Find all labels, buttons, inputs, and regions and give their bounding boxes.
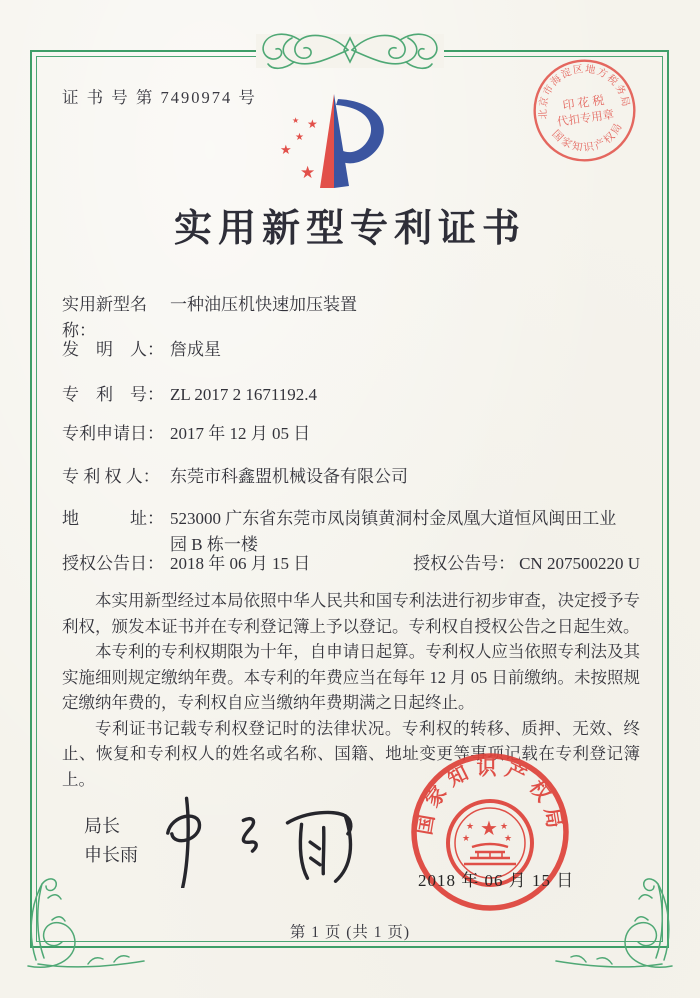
svg-text:★: ★ [504, 833, 513, 843]
field-grant-dates [62, 551, 640, 577]
svg-text:★: ★ [500, 821, 509, 831]
svg-text:北京市海淀区地方税务局 [531, 56, 632, 120]
field-value: 523000 广东省东莞市凤岗镇黄洞村金凤凰大道恒风闽田工业园 B 栋一楼 [170, 509, 617, 554]
field-label: 专 利 号： [62, 385, 164, 404]
cnipa-patent-logo-icon [276, 94, 406, 194]
svg-text:★: ★ [280, 142, 292, 157]
legal-paragraph: 本专利的专利权期限为十年，自申请日起算。专利权人应当依照专利法及其实施细则规定缴纳年费。本专利的年费应当在每年 12 月 05 日前缴纳。未按照规定缴纳年费的，专利权自应当缴纳年费期满之日起终止。 [62, 642, 640, 712]
tax-stamp-center-line1: 印 花 税 [561, 92, 606, 113]
field-label: 发 明 人： [62, 340, 164, 359]
svg-text:★: ★ [462, 833, 471, 843]
svg-text:★: ★ [292, 116, 300, 125]
commissioner-name: 申长雨 [84, 845, 138, 865]
certificate-number: 证 书 号 第 7490974 号 [62, 88, 257, 107]
field-value: 一种油压机快速加压装置 [170, 295, 357, 314]
tax-stamp-arc-bottom-text: 国家知识产权局 [549, 120, 626, 155]
field-label: 专利申请日： [62, 424, 164, 443]
top-border-ornament-icon [240, 24, 460, 76]
svg-text:★: ★ [295, 132, 304, 143]
field-label: 地 址： [62, 509, 164, 528]
svg-text:★: ★ [300, 163, 316, 182]
field-label: 授权公告号： [413, 554, 516, 573]
svg-text:★: ★ [466, 821, 475, 831]
field-label: 专 利 权 人： [62, 467, 160, 486]
svg-text:★: ★ [480, 818, 498, 840]
field-value: CN 207500220 U [519, 554, 640, 573]
national-emblem-stars [462, 818, 512, 843]
field-label: 实用新型名称： [62, 295, 147, 340]
grant-date-group [62, 551, 310, 577]
stamp-duty-seal [520, 46, 650, 176]
field-patent-number [62, 382, 640, 408]
tax-stamp-arc-top-text: 北京市海淀区地方税务局 [537, 63, 632, 120]
tax-stamp-center-line2: 代扣专用章 [556, 108, 615, 129]
field-application-date [62, 421, 640, 447]
field-value: 詹成星 [170, 340, 221, 359]
grant-number-group [413, 551, 640, 577]
handwritten-signature-icon [150, 788, 360, 888]
page-title: 实用新型专利证书 [173, 208, 526, 250]
page-number: 第 1 页 (共 1 页) [289, 924, 411, 941]
cnipa-official-seal [405, 747, 575, 917]
field-patentee [62, 464, 640, 490]
field-inventor [62, 337, 640, 363]
commissioner-title: 局长 [84, 816, 120, 836]
legal-paragraph: 本实用新型经过本局依照中华人民共和国专利法进行初步审查，决定授予专利权，颁发本证书并在专利登记簿上予以登记。专利权自授权公告之日起生效。 [62, 591, 640, 636]
seal-date: 2018 年 06 月 15 日 [418, 871, 575, 890]
svg-text:★: ★ [307, 117, 318, 131]
field-value: 东莞市科鑫盟机械设备有限公司 [170, 467, 408, 486]
field-value: 2017 年 12 月 05 日 [170, 424, 311, 443]
field-label: 授权公告日： [62, 554, 164, 573]
commissioner-block [84, 812, 138, 870]
legal-paragraph: 专利证书记载专利权登记时的法律状况。专利权的转移、质押、无效、终止、恢复和专利权人的姓名或名称、国籍、地址变更等事项记载在专利登记簿上。 [62, 718, 640, 789]
field-value: 2018 年 06 月 15 日 [170, 554, 311, 573]
seal-arc-text: 国家知识产权局 [413, 757, 567, 837]
field-value: ZL 2017 2 1671192.4 [170, 385, 318, 404]
